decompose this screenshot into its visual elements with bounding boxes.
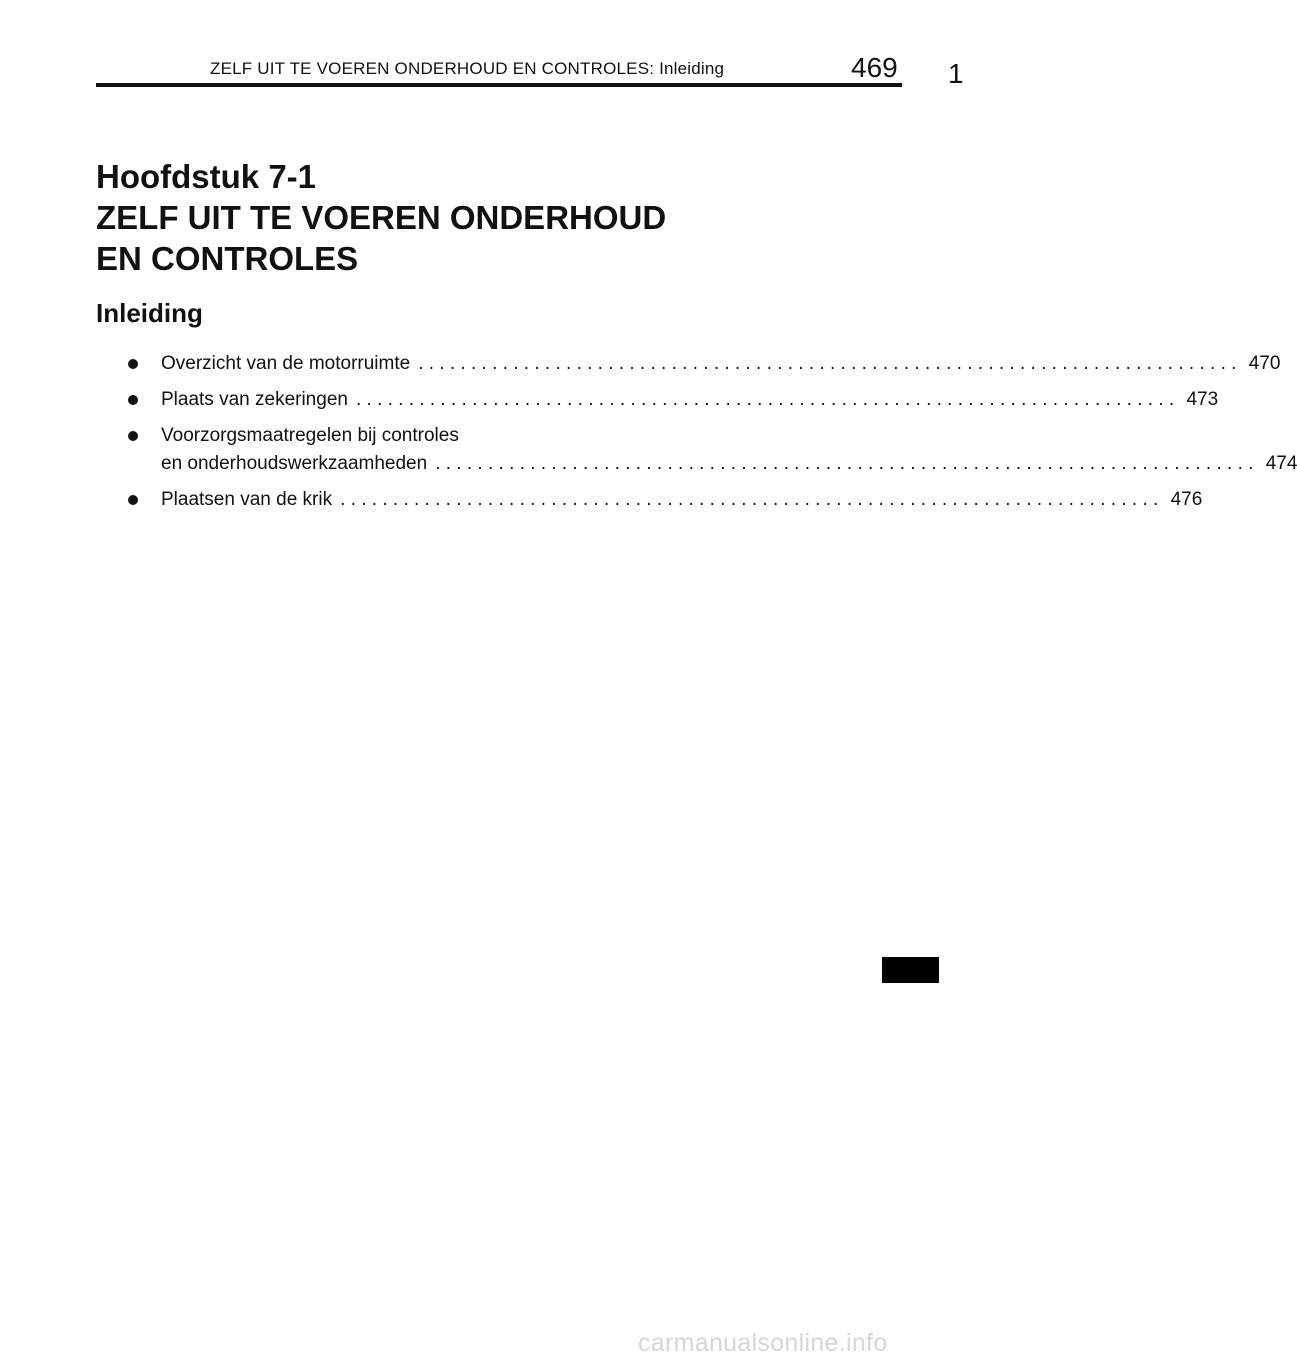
toc-item-engine-bay[interactable]	[128, 352, 1281, 376]
chapter-title	[96, 156, 666, 279]
toc-item-label: Plaats van zekeringen	[161, 389, 348, 410]
leader-dots	[435, 452, 1253, 476]
chapter-number: Hoofdstuk 7-1	[96, 158, 317, 195]
chapter-title-line-2: EN CONTROLES	[96, 240, 359, 277]
leader-dots	[418, 352, 1236, 376]
bullet-icon	[128, 431, 138, 441]
page-number: 469	[851, 52, 898, 83]
toc-item-label: Plaatsen van de krik	[161, 489, 333, 510]
leader-dots	[340, 488, 1158, 512]
leader-dots	[356, 388, 1174, 412]
toc-item-page: 476	[1170, 489, 1203, 510]
bullet-icon	[128, 359, 138, 369]
chapter-tab-marker	[882, 957, 939, 983]
toc-item-precautions[interactable]	[128, 424, 1297, 476]
running-header-title: ZELF UIT TE VOEREN ONDERHOUD EN CONTROLES: Inleiding	[210, 59, 725, 78]
header-rule	[96, 83, 902, 87]
section-edge-mark: 1	[948, 58, 964, 89]
toc-item-page: 474	[1265, 453, 1297, 474]
toc-item-label: Voorzorgsmaatregelen bij controles	[161, 425, 459, 446]
toc-item-label: Overzicht van de motorruimte	[161, 353, 411, 374]
watermark: carmanualsonline.info	[638, 1329, 888, 1357]
table-of-contents	[128, 352, 1297, 524]
toc-item-label-continued: en onderhoudswerkzaamheden	[161, 453, 428, 474]
bullet-icon	[128, 495, 138, 505]
chapter-title-line-1: ZELF UIT TE VOEREN ONDERHOUD	[96, 199, 667, 236]
toc-item-page: 470	[1248, 353, 1281, 374]
section-title: Inleiding	[96, 298, 203, 328]
toc-item-page: 473	[1186, 389, 1219, 410]
bullet-icon	[128, 395, 138, 405]
toc-item-jack[interactable]	[128, 488, 1203, 512]
toc-item-fuses[interactable]	[128, 388, 1219, 412]
